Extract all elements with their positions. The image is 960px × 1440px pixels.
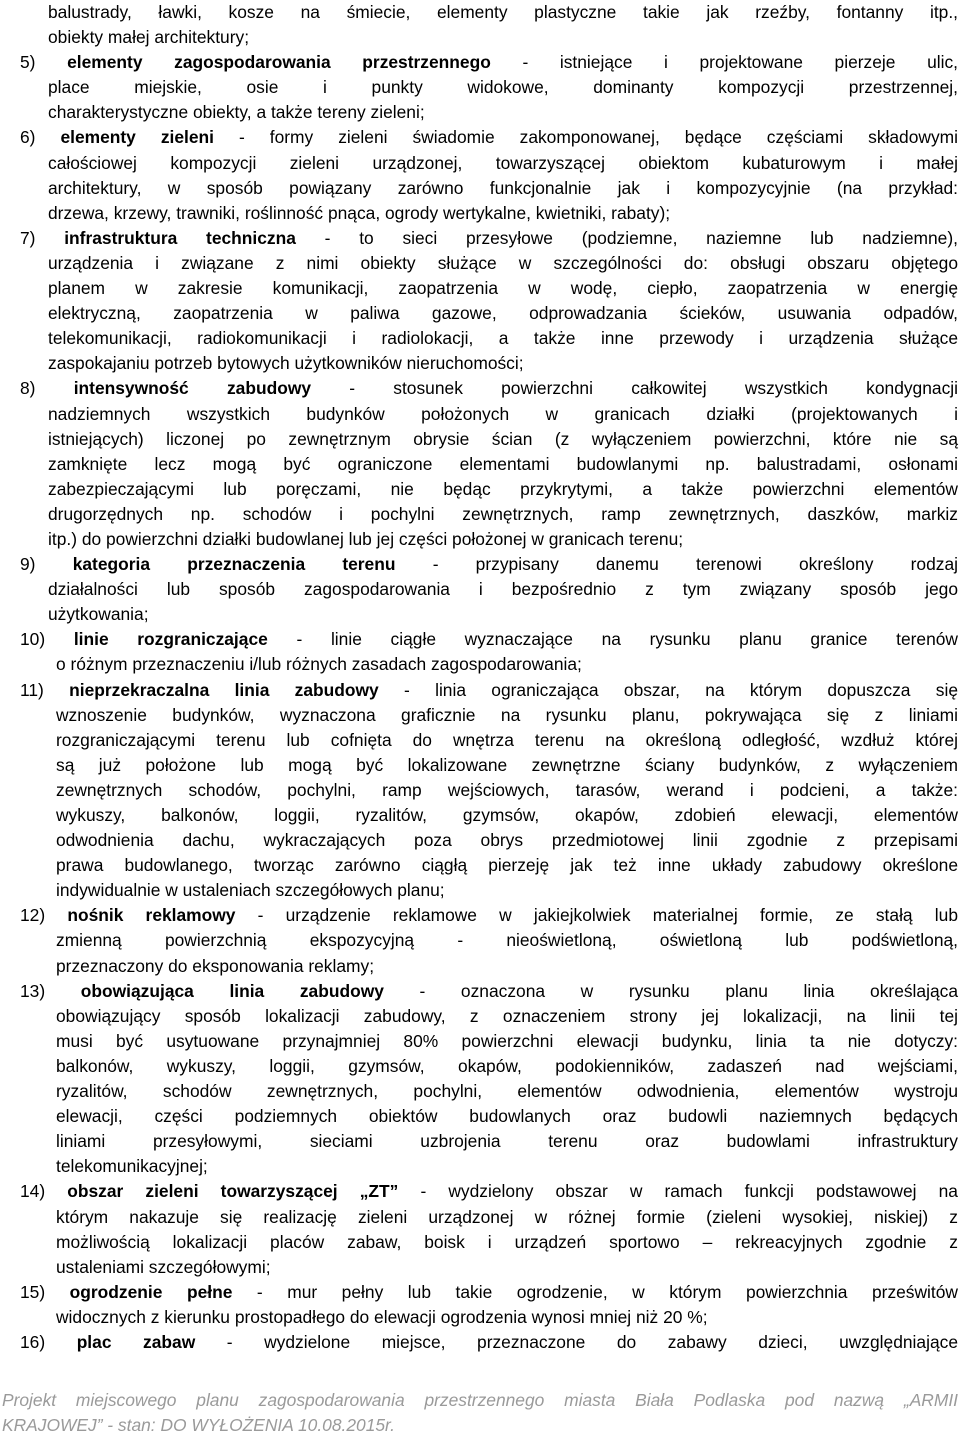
footer-line: KRAJOWEJ” - stan: DO WYŁOŻENIA 10.08.2015r. xyxy=(2,1415,396,1435)
text-line: zabezpieczającymi lub poręczami, nie będąc przykrytymi, a także powierzchni elementów xyxy=(48,478,958,499)
definition-text: - linie ciągłe wyznaczające na rysunku planu granice terenów xyxy=(267,629,958,650)
item-number: 15) xyxy=(20,1281,46,1302)
item-number: 6) xyxy=(20,127,36,148)
text-line: istniejących) liczonej po zewnętrznym obrysie ścian (z wyłączeniem powierzchni, które nie są xyxy=(48,428,958,449)
defined-term: infrastruktura techniczna xyxy=(64,227,296,248)
footer-line: Projekt miejscowego planu zagospodarowania przestrzennego miasta Biała Podlaska pod nazwą „ARMII xyxy=(2,1390,958,1410)
item-number: 12) xyxy=(20,905,46,926)
text-line: użytkowania; xyxy=(48,604,149,625)
text-line: nadziemnych wszystkich budynków położonych w granicach działki (projektowanych i xyxy=(48,403,958,424)
text-line: są już położone lub mogą być lokalizowane zewnętrzne ściany budynków, z wyłączeniem xyxy=(56,754,958,775)
definition-text: - oznaczona w rysunku planu linia określająca xyxy=(383,980,958,1001)
text-line: obiekty małej architektury; xyxy=(48,27,250,48)
text-line: zaspokajaniu potrzeb bytowych użytkowników nieruchomości; xyxy=(48,353,524,374)
text-line: działalności lub sposób zagospodarowania i bezpośrednio z tym związany sposób jego xyxy=(48,579,958,600)
item-number: 13) xyxy=(20,980,46,1001)
text-line: liniami przesyłowymi, sieciami uzbrojenia terenu oraz budowlami infrastruktury xyxy=(56,1131,958,1152)
definition-item-start xyxy=(20,376,958,401)
definition-item-start xyxy=(20,1280,958,1305)
definition-item-start xyxy=(20,678,958,703)
item-number: 9) xyxy=(20,554,36,575)
text-line: itp.) do powierzchni działki budowlanej lub jej części położonej w granicach terenu; xyxy=(48,528,684,549)
item-number: 11) xyxy=(20,679,44,700)
defined-term: ogrodzenie pełne xyxy=(69,1281,233,1302)
item-number: 7) xyxy=(20,227,36,248)
text-line: zamknięte lecz mogą być ograniczone elementami budowlanymi np. balustradami, osłonami xyxy=(48,453,958,474)
text-line: elewacji, części podziemnych obiektów budowlanych oraz budowli naziemnych będących xyxy=(56,1106,958,1127)
text-line: wznoszenie budynków, wyznaczona graficznie na rysunku planu, pokrywająca się z liniami xyxy=(56,704,958,725)
defined-term: elementy zieleni xyxy=(60,127,214,148)
text-line: odwodnienia dachu, wykraczających poza obrys przedmiotowej linii zgodnie z przepisami xyxy=(56,830,958,851)
text-line: telekomunikacji, radiokomunikacji i radiolokacji, a także inne przewody i urządzenia służące xyxy=(48,328,958,349)
definition-item-start xyxy=(20,627,958,652)
definition-text: - urządzenie reklamowe w jakiejkolwiek materialnej formie, ze stałą lub xyxy=(235,905,958,926)
text-line: urządzenia i związane z nimi obiekty służące w szczególności do: obsługi obszaru objętego xyxy=(48,252,958,273)
definition-text: - wydzielone miejsce, przeznaczone do zabawy dzieci, uwzględniające xyxy=(195,1331,958,1352)
item-number: 14) xyxy=(20,1181,46,1202)
defined-term: plac zabaw xyxy=(76,1331,196,1352)
definition-item-start xyxy=(20,979,958,1004)
text-line: telekomunikacyjnej; xyxy=(56,1156,208,1177)
text-line: elektryczną, zaopatrzenia w paliwa gazowe, odprowadzania ścieków, usuwania odpadów, xyxy=(48,303,958,324)
defined-term: linie rozgraniczające xyxy=(73,629,268,650)
defined-term: obszar zieleni towarzyszącej „ZT” xyxy=(67,1181,399,1202)
text-line: drugorzędnych np. schodów i pochylni zewnętrznych, ramp zewnętrznych, daszków, markiz xyxy=(48,503,958,524)
defined-term: intensywność zabudowy xyxy=(73,378,312,399)
definition-text: - istniejące i projektowane pierzeje ulic, xyxy=(490,52,959,73)
defined-term: elementy zagospodarowania przestrzennego xyxy=(67,52,491,73)
item-number: 16) xyxy=(20,1331,46,1352)
text-line: obowiązujący sposób lokalizacji zabudowy, z oznaczeniem strony jej lokalizacji, na linii tej xyxy=(56,1005,958,1026)
text-line: którym nakazuje się realizację zieleni urządzonej w różnej formie (zieleni wysokiej, niskiej) z xyxy=(56,1206,958,1227)
text-line: zmienną powierzchnią ekspozycyjną - nieoświetloną, oświetloną lub podświetloną, xyxy=(56,930,958,951)
text-line: całościowej kompozycji zieleni urządzonej, towarzyszącej obiektom kubaturowym i małej xyxy=(48,152,958,173)
definition-text: - stosunek powierzchni całkowitej wszystkich kondygnacji xyxy=(311,378,958,399)
text-line: drzewa, krzewy, trawniki, roślinność pnąca, ogrody wertykalne, kwietniki, rabaty); xyxy=(48,202,671,223)
defined-term: kategoria przeznaczenia terenu xyxy=(72,554,396,575)
definition-text: - przypisany danemu terenowi określony rodzaj xyxy=(395,554,958,575)
text-line: zewnętrznych schodów, pochylni, ramp wejściowych, tarasów, werand i podcieni, a także: xyxy=(56,779,958,800)
definition-item-start xyxy=(20,1179,958,1204)
text-line: balkonów, wykuszy, loggii, gzymsów, okapów, podokienników, zadaszeń nad wejściami, xyxy=(56,1055,958,1076)
text-line: place miejskie, osie i punkty widokowe, dominanty kompozycji przestrzennej, xyxy=(48,77,958,98)
definition-item-start xyxy=(20,125,958,150)
item-number: 8) xyxy=(20,378,36,399)
document-body xyxy=(20,0,958,1355)
text-line: prawa budowlanego, tworząc zarówno ciągłą pierzeję jak też inne układy zabudowy określone xyxy=(56,855,958,876)
definition-text: - to sieci przesyłowe (podziemne, naziemne lub nadziemne), xyxy=(295,227,958,248)
document-footer xyxy=(2,1388,958,1438)
text-line: możliwością lokalizacji placów zabaw, boisk i urządzeń sportowo – rekreacyjnych zgodnie z xyxy=(56,1231,958,1252)
definition-item-start xyxy=(20,903,958,928)
defined-term: nieprzekraczalna linia zabudowy xyxy=(69,679,379,700)
definition-item-start xyxy=(20,226,958,251)
item-number: 5) xyxy=(20,52,36,73)
definition-item-start xyxy=(20,1330,958,1355)
text-line: planem w zakresie komunikacji, zaopatrzenia w wodę, ciepło, zaopatrzenia w energię xyxy=(48,278,958,299)
text-line: przeznaczony do eksponowania reklamy; xyxy=(56,955,375,976)
text-line: rozgraniczającymi terenu lub cofnięta do wnętrza terenu na określoną odległość, wzdłuż której xyxy=(56,729,958,750)
definition-item-start xyxy=(20,50,958,75)
text-line: o różnym przeznaczeniu i/lub różnych zasadach zagospodarowania; xyxy=(56,654,582,675)
defined-term: nośnik reklamowy xyxy=(67,905,236,926)
definition-text: - mur pełny lub takie ogrodzenie, w którym powierzchnia prześwitów xyxy=(232,1281,958,1302)
definition-item-start xyxy=(20,552,958,577)
text-line: architektury, w sposób powiązany zarówno funkcjonalnie jak i kompozycyjnie (na przykład: xyxy=(48,177,958,198)
text-line: ustaleniami szczegółowymi; xyxy=(56,1256,271,1277)
text-line: balustrady, ławki, kosze na śmiecie, elementy plastyczne takie jak rzeźby, fontanny itp., xyxy=(48,2,958,22)
text-line: charakterystyczne obiekty, a także tereny zieleni; xyxy=(48,102,425,123)
text-line: wykuszy, balkonów, loggii, ryzalitów, gzymsów, okapów, zdobień elewacji, elementów xyxy=(56,805,958,825)
definition-text: - linia ograniczająca obszar, na którym dopuszcza się xyxy=(378,679,958,700)
text-line: ryzalitów, schodów zewnętrznych, pochylni, elementów odwodnienia, elementów wystroju xyxy=(56,1081,958,1102)
text-line: widocznych z kierunku prostopadłego do elewacji ogrodzenia wynosi mniej niż 20 %; xyxy=(56,1306,708,1327)
definition-text: - wydzielony obszar w ramach funkcji podstawowej na xyxy=(398,1181,958,1202)
text-line: indywidualnie w ustaleniach szczegółowych planu; xyxy=(56,880,445,901)
definition-text: - formy zieleni świadomie zakomponowanej, będące częściami składowymi xyxy=(214,127,958,148)
item-number: 10) xyxy=(20,629,46,650)
defined-term: obowiązująca linia zabudowy xyxy=(80,980,384,1001)
text-line: musi być usytuowane przynajmniej 80% powierzchni elewacji budynku, linia ta nie dotyczy: xyxy=(56,1030,958,1051)
